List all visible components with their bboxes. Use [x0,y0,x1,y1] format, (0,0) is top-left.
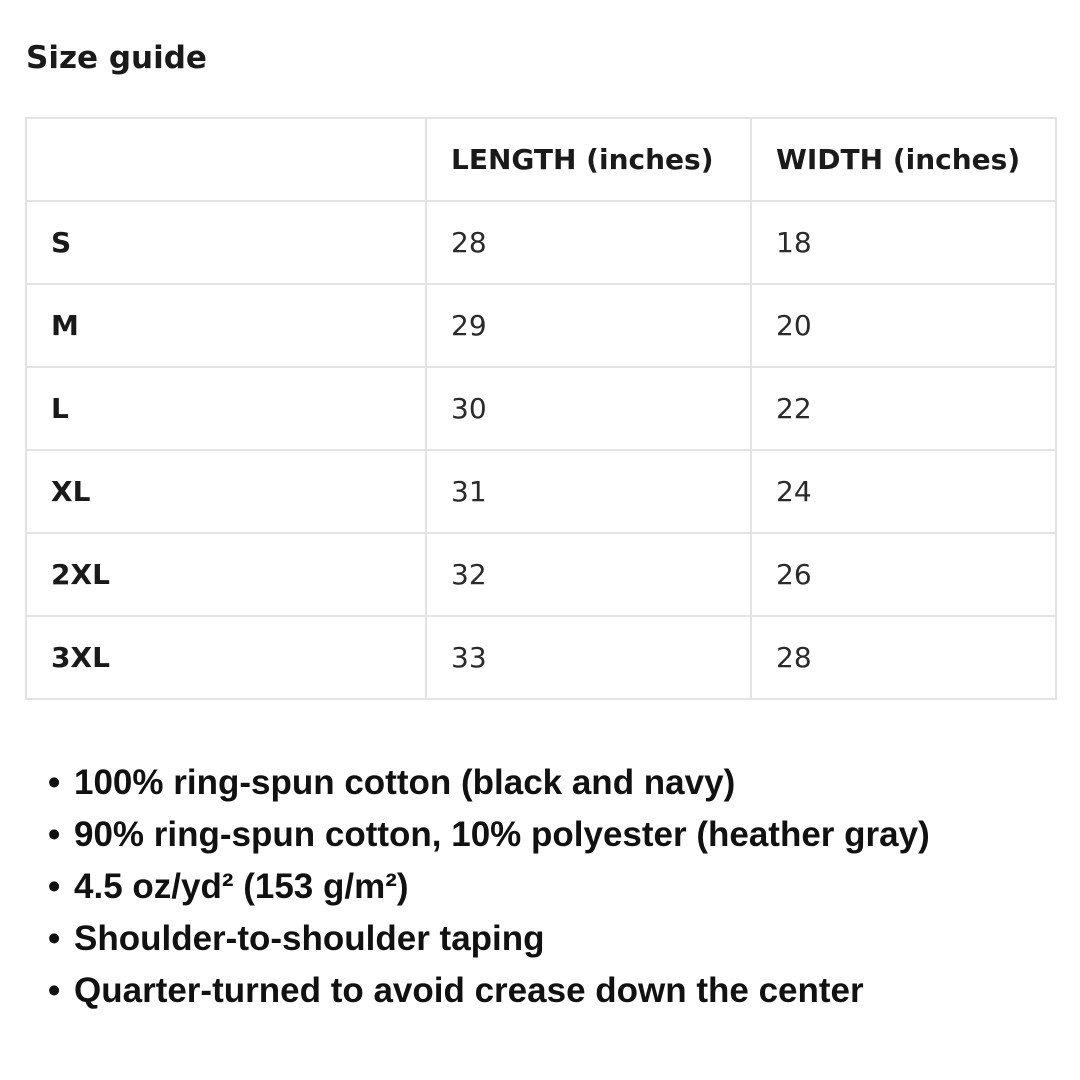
header-size [26,118,426,201]
table-row [26,533,1056,616]
length-value: 28 [426,201,751,284]
table-row [26,201,1056,284]
width-value: 20 [751,284,1056,367]
feature-list [48,757,930,1017]
feature-text: 4.5 oz/yd² (153 g/m²) [74,867,409,906]
length-value: 29 [426,284,751,367]
size-label: M [26,284,426,367]
table-header-row [26,118,1056,201]
width-value: 26 [751,533,1056,616]
bullet-icon: • [48,763,61,802]
table-row [26,450,1056,533]
feature-item [48,965,930,1017]
size-guide-heading: Size guide [26,40,207,76]
feature-item [48,861,930,913]
length-value: 31 [426,450,751,533]
feature-text: Quarter-turned to avoid crease down the center [74,971,864,1010]
feature-item [48,809,930,861]
width-value: 18 [751,201,1056,284]
bullet-icon: • [48,971,61,1010]
header-width: WIDTH (inches) [751,118,1056,201]
width-value: 28 [751,616,1056,699]
feature-text: 90% ring-spun cotton, 10% polyester (heather gray) [74,815,930,854]
feature-item [48,757,930,809]
size-label: XL [26,450,426,533]
bullet-icon: • [48,867,61,906]
length-value: 30 [426,367,751,450]
feature-item [48,913,930,965]
table-row [26,284,1056,367]
size-label: L [26,367,426,450]
feature-text: Shoulder-to-shoulder taping [74,919,545,958]
bullet-icon: • [48,919,61,958]
size-table [25,117,1057,700]
width-value: 24 [751,450,1056,533]
width-value: 22 [751,367,1056,450]
header-length: LENGTH (inches) [426,118,751,201]
table-row [26,616,1056,699]
length-value: 32 [426,533,751,616]
table-row [26,367,1056,450]
size-label: 2XL [26,533,426,616]
feature-text: 100% ring-spun cotton (black and navy) [74,763,736,802]
length-value: 33 [426,616,751,699]
bullet-icon: • [48,815,61,854]
size-label: 3XL [26,616,426,699]
size-label: S [26,201,426,284]
